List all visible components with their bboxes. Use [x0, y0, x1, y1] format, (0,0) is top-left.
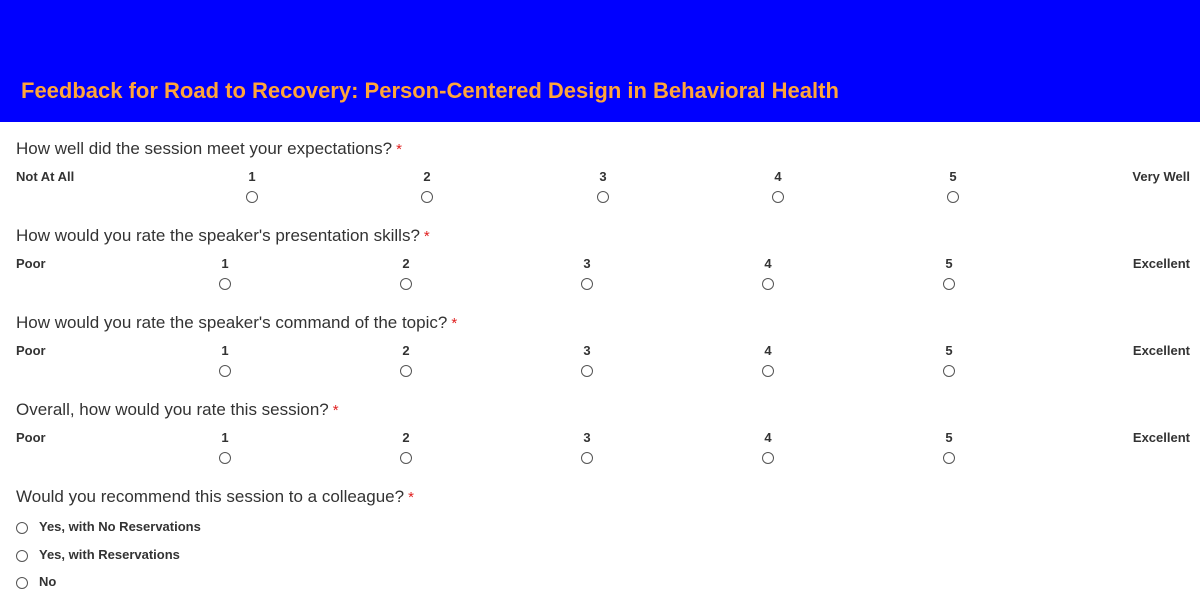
rating-radio-3[interactable]	[597, 191, 609, 203]
form-title: Feedback for Road to Recovery: Person-Centered Design in Behavioral Health	[21, 78, 839, 103]
scale-number-2: 2	[423, 169, 431, 184]
question-overall-rating	[0, 400, 1200, 480]
question-label: Overall, how would you rate this session?	[16, 400, 329, 419]
rating-radio-1[interactable]	[246, 191, 258, 203]
scale-number-5: 5	[945, 430, 953, 445]
scale-number-1: 1	[221, 430, 229, 445]
scale-low-label: Poor	[16, 256, 46, 271]
rating-radio-5[interactable]	[943, 452, 955, 464]
recommend-option-label: Yes, with No Reservations	[39, 519, 201, 534]
rating-radio-4[interactable]	[762, 278, 774, 290]
rating-radio-3[interactable]	[581, 278, 593, 290]
rating-radio-2[interactable]	[400, 452, 412, 464]
scale-number-4: 4	[764, 430, 772, 445]
rating-radio-2[interactable]	[400, 365, 412, 377]
scale-number-5: 5	[945, 343, 953, 358]
rating-radio-3[interactable]	[581, 365, 593, 377]
rating-radio-1[interactable]	[219, 452, 231, 464]
scale-number-3: 3	[599, 169, 607, 184]
scale-number-2: 2	[402, 256, 410, 271]
rating-radio-1[interactable]	[219, 365, 231, 377]
required-marker: *	[332, 402, 339, 419]
question-label: How would you rate the speaker's presentation skills?	[16, 226, 420, 245]
scale-number-3: 3	[583, 343, 591, 358]
scale-number-2: 2	[402, 430, 410, 445]
required-marker: *	[408, 489, 414, 506]
scale-number-1: 1	[248, 169, 256, 184]
rating-radio-5[interactable]	[943, 365, 955, 377]
rating-radio-2[interactable]	[421, 191, 433, 203]
scale-number-1: 1	[221, 256, 229, 271]
rating-radio-5[interactable]	[947, 191, 959, 203]
scale-high-label: Excellent	[1132, 430, 1190, 445]
scale-low-label: Not At All	[16, 169, 75, 184]
scale-number-2: 2	[402, 343, 410, 358]
question-label: How would you rate the speaker's command of the topic?	[16, 313, 448, 332]
scale-number-4: 4	[774, 169, 782, 184]
rating-radio-1[interactable]	[219, 278, 231, 290]
required-marker: *	[396, 141, 402, 158]
scale-number-4: 4	[764, 343, 772, 358]
scale-number-1: 1	[221, 343, 229, 358]
question-presentation-skills	[0, 226, 1200, 306]
required-marker: *	[423, 228, 430, 245]
rating-radio-5[interactable]	[943, 278, 955, 290]
scale-high-label: Very Well	[1132, 169, 1190, 184]
scale-number-5: 5	[949, 169, 957, 184]
scale-number-4: 4	[764, 256, 772, 271]
recommend-radio[interactable]	[16, 550, 28, 562]
scale-low-label: Poor	[16, 430, 46, 445]
rating-radio-4[interactable]	[772, 191, 784, 203]
recommend-option-label: Yes, with Reservations	[39, 547, 180, 562]
question-recommend	[0, 487, 1200, 585]
form-header	[0, 0, 1200, 122]
scale-high-label: Excellent	[1132, 343, 1190, 358]
scale-high-label: Excellent	[1132, 256, 1190, 271]
scale-number-3: 3	[583, 256, 591, 271]
question-label: Would you recommend this session to a colleague?	[16, 487, 405, 506]
question-expectations	[0, 139, 1200, 219]
scale-number-5: 5	[945, 256, 953, 271]
recommend-option-label: No	[39, 574, 57, 589]
required-marker: *	[451, 315, 458, 332]
rating-radio-4[interactable]	[762, 452, 774, 464]
rating-radio-3[interactable]	[581, 452, 593, 464]
recommend-radio[interactable]	[16, 577, 28, 589]
recommend-radio[interactable]	[16, 522, 28, 534]
question-command-of-topic	[0, 313, 1200, 393]
scale-number-3: 3	[583, 430, 591, 445]
rating-radio-4[interactable]	[762, 365, 774, 377]
scale-low-label: Poor	[16, 343, 46, 358]
question-label: How well did the session meet your expectations?	[16, 139, 393, 158]
rating-radio-2[interactable]	[400, 278, 412, 290]
